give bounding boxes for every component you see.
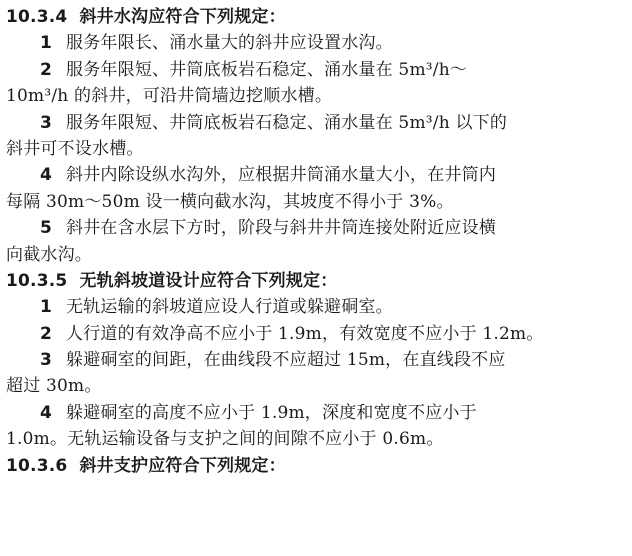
item-number: 1 [40, 33, 53, 54]
item-continuation: 向截水沟。 [6, 244, 92, 265]
item-number: 5 [40, 218, 53, 239]
list-item [6, 30, 618, 56]
clause-title: 斜井水沟应符合下列规定： [79, 7, 286, 27]
item-continuation: 10m³/h 的斜井，可沿井筒墙边挖顺水槽。 [6, 86, 333, 107]
list-item [6, 110, 618, 136]
list-item [6, 347, 618, 373]
item-continuation: 斜井可不设水槽。 [6, 138, 144, 159]
list-item [6, 57, 618, 83]
clause-number: 10.3.6 [6, 455, 68, 476]
list-item [6, 162, 618, 188]
item-number: 4 [40, 402, 53, 423]
item-number: 2 [40, 323, 53, 344]
item-text: 服务年限短、井筒底板岩石稳定、涌水量在 5m³/h～ [66, 59, 468, 80]
item-number: 2 [40, 59, 53, 80]
item-number: 1 [40, 297, 53, 318]
clause-number: 10.3.4 [6, 7, 68, 27]
list-item [6, 215, 618, 241]
item-continuation: 每隔 30m～50m 设一横向截水沟，其坡度不得小于 3%。 [6, 191, 454, 212]
clause-number: 10.3.5 [6, 270, 68, 291]
item-text: 斜井在含水层下方时，阶段与斜井井筒连接处附近应设横 [66, 218, 497, 239]
item-continuation: 超过 30m。 [6, 376, 102, 397]
item-number: 4 [40, 165, 53, 186]
clause-heading [6, 453, 618, 479]
item-text: 服务年限短、井筒底板岩石稳定、涌水量在 5m³/h 以下的 [66, 112, 508, 133]
item-number: 3 [40, 350, 53, 371]
item-text: 斜井内除设纵水沟外，应根据井筒涌水量大小，在井筒内 [66, 165, 497, 186]
item-text: 人行道的有效净高不应小于 1.9m，有效宽度不应小于 1.2m。 [66, 323, 544, 344]
list-item [6, 294, 618, 320]
list-item [6, 400, 618, 426]
item-text: 服务年限长、涌水量大的斜井应设置水沟。 [66, 33, 393, 54]
item-number: 3 [40, 112, 53, 133]
list-item [6, 321, 618, 347]
clause-title: 无轨斜坡道设计应符合下列规定： [79, 270, 338, 291]
clause-heading [6, 4, 618, 30]
item-text: 无轨运输的斜坡道应设人行道或躲避硐室。 [66, 297, 393, 318]
item-text: 躲避硐室的间距，在曲线段不应超过 15m，在直线段不应 [66, 350, 506, 371]
clause-heading [6, 268, 618, 294]
clause-title: 斜井支护应符合下列规定： [79, 455, 286, 476]
item-text: 躲避硐室的高度不应小于 1.9m，深度和宽度不应小于 [66, 402, 477, 423]
item-continuation: 1.0m。无轨运输设备与支护之间的间隙不应小于 0.6m。 [6, 429, 444, 450]
